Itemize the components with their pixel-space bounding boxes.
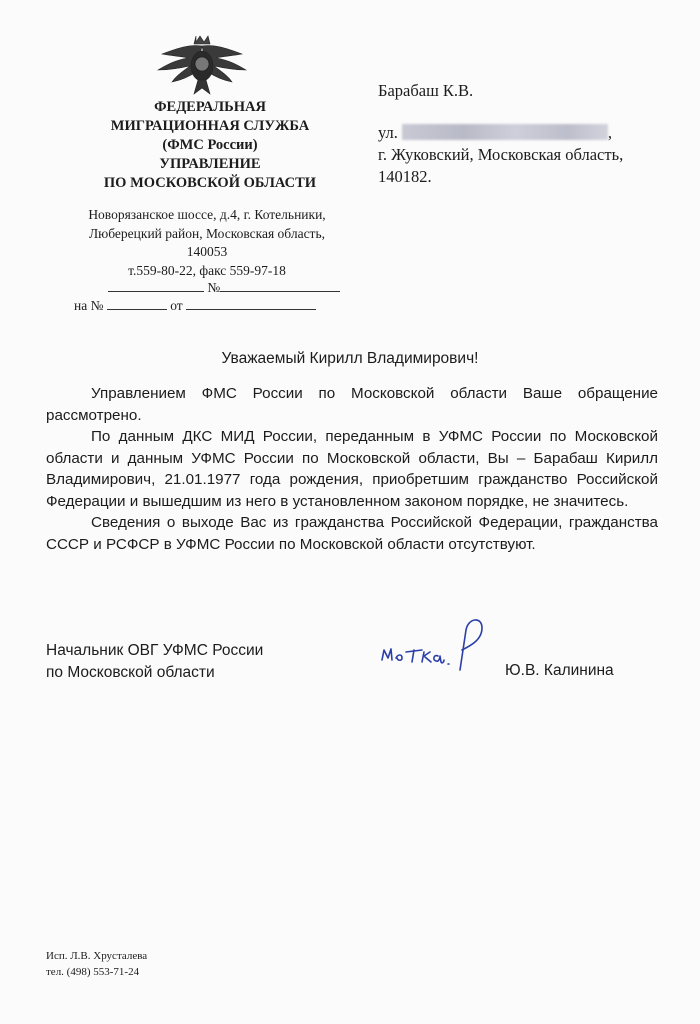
letter-body <box>46 383 658 555</box>
recipient-postcode: 140182. <box>378 167 432 186</box>
reg-date-blank <box>108 279 204 292</box>
reg-number-label: № <box>207 280 221 295</box>
recipient-block <box>378 80 623 188</box>
recipient-name: Барабаш К.В. <box>378 81 474 100</box>
reg-ref-row <box>74 297 340 315</box>
org-line: ПО МОСКОВСКОЙ ОБЛАСТИ <box>103 175 317 191</box>
body-paragraph: Управлением ФМС России по Московской области Ваше обращение рассмотрено. <box>46 385 658 424</box>
sender-address <box>48 206 366 280</box>
position-line: Начальник ОВГ УФМС России <box>46 642 264 659</box>
executor-name: Исп. Л.В. Хрусталева <box>46 950 148 962</box>
reg-number-row <box>74 279 340 297</box>
executor-phone: тел. (498) 553-71-24 <box>46 966 140 978</box>
redacted-street <box>402 124 608 140</box>
org-line: МИГРАЦИОННАЯ СЛУЖБА <box>110 118 310 134</box>
reg-from-blank <box>186 297 316 310</box>
body-paragraph: Сведения о выходе Вас из гражданства Российской Федерации, гражданства СССР и РСФСР в УФМС России по Московской области отсутствуют. <box>46 514 658 553</box>
letter-greeting: Уважаемый Кирилл Владимирович! <box>221 350 479 367</box>
body-paragraph: По данным ДКС МИД России, переданным в УФМС России по Московской области и данным УФМС России по Московской области, Вы – Барабаш Кирилл Владимирович, 21.01.1977 года рождения, приобретшим гражданство Российской Федерации и вышедшим из него в установленном законом порядке, не значитесь. <box>46 428 658 510</box>
registration-fields <box>74 279 340 315</box>
address-line: Новорязанское шоссе, д.4, г. Котельники, <box>88 207 326 222</box>
reg-ref-label: на № <box>74 298 104 313</box>
address-line: 140053 <box>186 244 228 259</box>
handwritten-signature <box>378 610 498 685</box>
executor-footer <box>46 948 147 980</box>
signatory-name: Ю.В. Калинина <box>505 662 614 679</box>
signatory-position <box>46 640 263 684</box>
reg-number-blank <box>220 279 340 292</box>
reg-from-label: от <box>170 298 183 313</box>
street-suffix: , <box>607 123 613 142</box>
street-prefix: ул. <box>378 123 398 142</box>
position-line: по Московской области <box>46 664 215 681</box>
address-line: т.559-80-22, факс 559-97-18 <box>128 262 286 278</box>
reg-ref-blank <box>107 297 167 310</box>
eagle-emblem-icon <box>150 34 254 100</box>
org-line: УПРАВЛЕНИЕ <box>159 156 261 172</box>
recipient-street-row <box>378 122 623 144</box>
address-line: Люберецкий район, Московская область, <box>89 225 325 241</box>
recipient-city: г. Жуковский, Московская область, <box>378 145 624 164</box>
org-line: (ФМС России) <box>162 137 258 153</box>
sender-organization <box>70 98 350 193</box>
org-line: ФЕДЕРАЛЬНАЯ <box>154 99 266 115</box>
